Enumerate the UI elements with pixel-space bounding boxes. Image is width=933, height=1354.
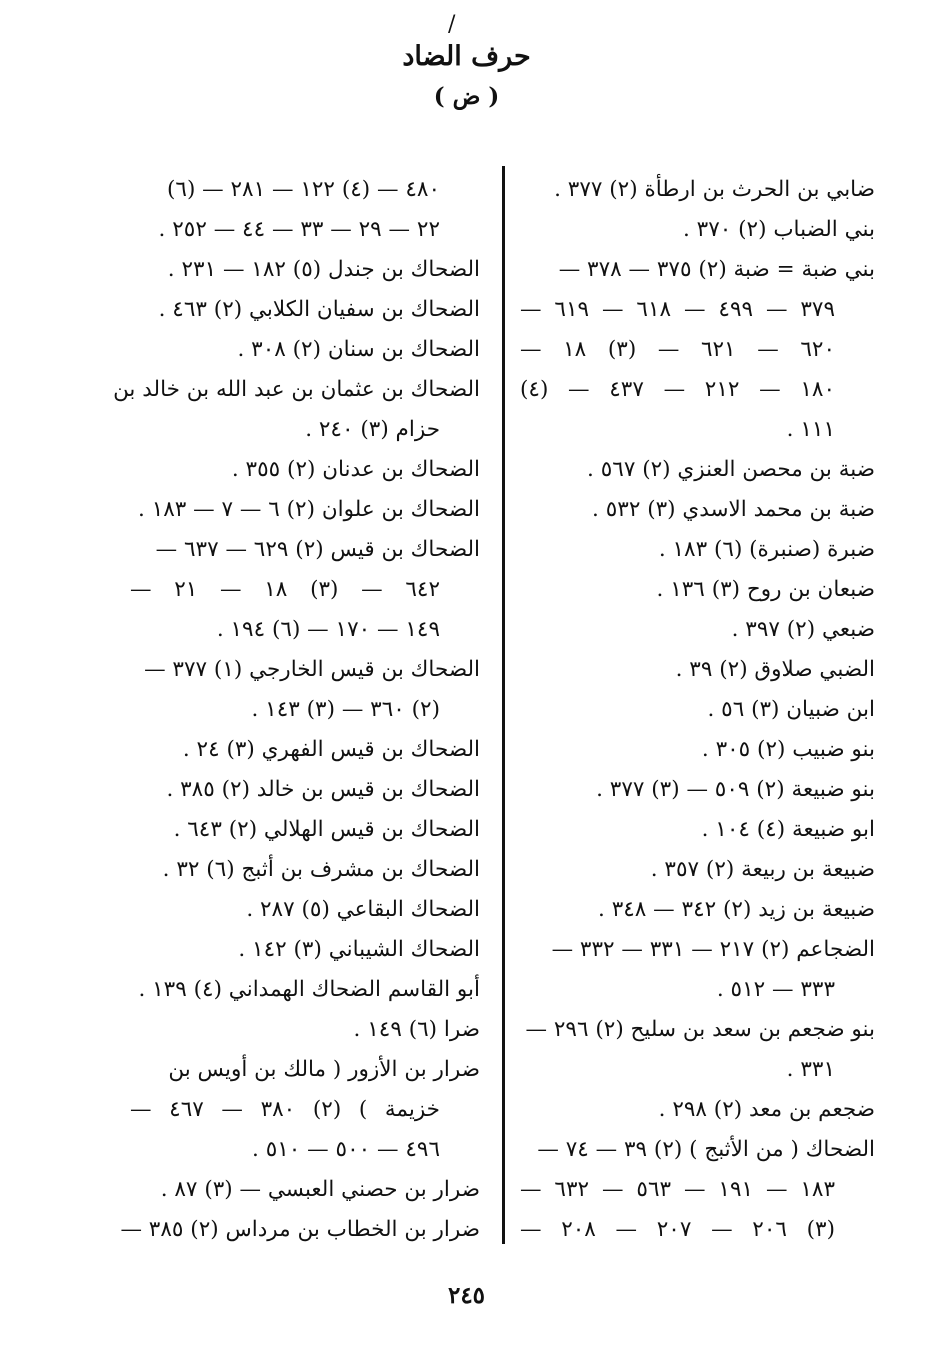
index-line: الضحاك بن علوان (٢) ٦ — ٧ — ١٨٣ . xyxy=(138,497,480,522)
index-line: الضبي صلاوق (٢) ٣٩ . xyxy=(675,657,875,682)
index-line: الضحاك بن قيس الخارجي (١) ٣٧٧ — xyxy=(144,657,480,682)
index-line: خزيمة ) (٢) ٣٨٠ — ٤٦٧ — xyxy=(130,1097,440,1122)
index-line: ضبيعة بن زيد (٢) ٣٤٢ — ٣٤٨ . xyxy=(598,897,875,922)
index-line: الضحاك بن جندل (٥) ١٨٢ — ٢٣١ . xyxy=(167,257,480,282)
index-line: الضحاك بن قيس بن خالد (٢) ٣٨٥ . xyxy=(166,777,480,802)
column-divider xyxy=(502,166,505,1244)
index-line: الضحاك بن قيس الفهري (٣) ٢٤ . xyxy=(182,737,480,762)
index-line: ١٨٠ — ٢١٢ — ٤٣٧ — (٤) xyxy=(520,377,836,402)
index-line: ضبة بن محصن العنزي (٢) ٥٦٧ . xyxy=(587,457,875,482)
index-line: الضحاك بن سنان (٢) ٣٠٨ . xyxy=(237,337,480,362)
index-line: أبو القاسم الضحاك الهمداني (٤) ١٣٩ . xyxy=(138,977,480,1002)
index-line: الضحاك ( من الأثبج ) (٢) ٣٩ — ٧٤ — xyxy=(537,1137,875,1162)
index-column-right xyxy=(520,170,875,1250)
index-line: ٣٣١ . xyxy=(786,1057,835,1082)
index-line: ٣٣٣ — ٥١٢ . xyxy=(716,977,835,1002)
index-line: الضحاك البقاعي (٥) ٢٨٧ . xyxy=(246,897,480,922)
index-line: الضحاك بن عثمان بن عبد الله بن خالد بن xyxy=(113,377,480,402)
index-line: (٣) ٢٠٦ — ٢٠٧ — ٢٠٨ — xyxy=(520,1217,835,1242)
index-line: بنو ضبيعة (٢) ٥٠٩ — (٣) ٣٧٧ . xyxy=(596,777,875,802)
index-line: ٤٨٠ — (٤) ١٢٢ — ٢٨١ — (٦) xyxy=(166,177,440,202)
index-line: الضحاك بن عدنان (٢) ٣٥٥ . xyxy=(231,457,480,482)
index-line: بنو ضبيب (٢) ٣٠٥ . xyxy=(701,737,875,762)
index-line: ضرار بن الأزور ( مالك بن أويس بن xyxy=(168,1057,480,1082)
index-line: الضحاك بن سفيان الكلابي (٢) ٤٦٣ . xyxy=(158,297,480,322)
index-line: ١١١ . xyxy=(786,417,835,442)
index-line: الضحاك بن قيس الهلالي (٢) ٦٤٣ . xyxy=(173,817,480,842)
index-line: ابو ضبيعة (٤) ١٠٤ . xyxy=(701,817,875,842)
index-line: الضحاك بن قيس (٢) ٦٢٩ — ٦٣٧ — xyxy=(155,537,480,562)
index-line: ابن ضبيان (٣) ٥٦ . xyxy=(707,697,875,722)
index-line: ضابي بن الحرث بن ارطأة (٢) ٣٧٧ . xyxy=(554,177,875,202)
index-line: ضبيعة بن ربيعة (٢) ٣٥٧ . xyxy=(650,857,875,882)
page-subtitle: ( ض ) xyxy=(433,83,500,110)
page-number: ٢٤٥ xyxy=(447,1282,486,1309)
page-title: حرف الضاد xyxy=(402,41,531,72)
index-line: الضحاك الشيباني (٣) ١٤٢ . xyxy=(238,937,480,962)
index-line: ٦٢٠ — ٦٢١ — (٣) ١٨ — xyxy=(520,337,835,362)
index-line: الضحاك بن مشرف بن أثبج (٦) ٣٢ . xyxy=(162,857,480,882)
index-line: ٦٤٢ — (٣) ١٨ — ٢١ — xyxy=(130,577,440,602)
index-line: ٢٢ — ٢٩ — ٣٣ — ٤٤ — ٢٥٢ . xyxy=(158,217,440,242)
index-line: ضبعان بن روح (٣) ١٣٦ . xyxy=(656,577,875,602)
header-accent-mark: / xyxy=(448,12,456,37)
index-line: ضجعم بن معد (٢) ٢٩٨ . xyxy=(658,1097,875,1122)
index-line: ١٤٩ — ١٧٠ — (٦) ١٩٤ . xyxy=(216,617,440,642)
index-line: ضبة بن محمد الاسدي (٣) ٥٣٢ . xyxy=(592,497,875,522)
index-line: ٣٧٩ — ٤٩٩ — ٦١٨ — ٦١٩ — xyxy=(520,297,836,322)
index-line: ضبعي (٢) ٣٩٧ . xyxy=(731,617,875,642)
index-line: الضجاعم (٢) ٢١٧ — ٣٣١ — ٣٣٢ — xyxy=(551,937,875,962)
index-line: (٢) ٣٦٠ — (٣) ١٤٣ . xyxy=(251,697,440,722)
index-line: ضبرة (صنبرة) (٦) ١٨٣ . xyxy=(658,537,875,562)
index-line: ضرار بن حصني العبسي — (٣) ٨٧ . xyxy=(160,1177,480,1202)
index-line: بني الضباب (٢) ٣٧٠ . xyxy=(682,217,875,242)
index-line: بني ضبة = ضبة (٢) ٣٧٥ — ٣٧٨ — xyxy=(558,257,875,282)
index-line: بنو ضجعم بن سعد بن سليح (٢) ٢٩٦ — xyxy=(525,1017,875,1042)
index-line: ضرار بن الخطاب بن مرداس (٢) ٣٨٥ — xyxy=(120,1217,480,1242)
index-line: حزام (٣) ٢٤٠ . xyxy=(305,417,440,442)
index-column-left xyxy=(113,170,480,1250)
index-line: ١٨٣ — ١٩١ — ٥٦٣ — ٦٣٢ — xyxy=(520,1177,836,1202)
index-line: ٤٩٦ — ٥٠٠ — ٥١٠ . xyxy=(252,1137,440,1162)
index-line: ضرا (٦) ١٤٩ . xyxy=(353,1017,480,1042)
